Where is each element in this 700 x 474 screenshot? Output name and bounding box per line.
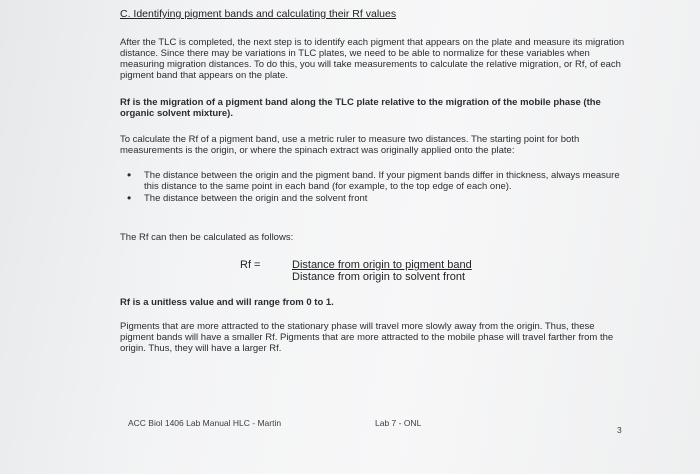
measurement-paragraph: To calculate the Rf of a pigment band, use a metric ruler to measure two distances. The starting point for both measurements is the origin, or where the spinach extract was originally applied onto the plate:: [120, 134, 580, 156]
measurement-list: [120, 170, 628, 205]
rf-definition: Rf is the migration of a pigment band along the TLC plate relative to the migration of the mobile phase (the organic solvent mixture).: [120, 97, 601, 119]
bullet-text: The distance between the origin and the pigment band. If your pigment bands differ in thickness, always measure this distance to the same point in each band (for example, to the top edge of each one).: [144, 170, 620, 192]
list-item: [120, 170, 628, 192]
list-item: [120, 193, 628, 204]
unitless-note: Rf is a unitless value and will range from 0 to 1.: [120, 297, 334, 308]
page-number: 3: [617, 425, 622, 435]
calculation-intro: The Rf can then be calculated as follows:: [120, 232, 294, 243]
bullet-icon: •: [127, 191, 132, 205]
rf-formula: [240, 255, 540, 291]
intro-paragraph: After the TLC is completed, the next step is to identify each pigment that appears on the plate and measure its migration distance. Since there may be variations in TLC plates, we need to be able to normalize for these variables when measuring migration distances. To do this, you will take measurements to calculate the relative migration, or Rf, of each pigment band that appears on the plate.: [120, 37, 625, 81]
bullet-icon: •: [127, 168, 132, 182]
pigments-paragraph: Pigments that are more attracted to the stationary phase will travel more slowly away from the origin. Thus, these pigment bands will have a smaller Rf. Pigments that are more attracted to the mobile phase will travel farther from the origin. Thus, they will have a larger Rf.: [120, 321, 614, 354]
formula-denominator: Distance from origin to solvent front: [292, 271, 466, 283]
footer-course: ACC Biol 1406 Lab Manual HLC - Martin: [128, 418, 282, 428]
bullet-text: The distance between the origin and the solvent front: [144, 193, 368, 204]
formula-numerator: Distance from origin to pigment band: [292, 259, 472, 271]
footer-lab: Lab 7 - ONL: [375, 418, 422, 428]
section-heading: C. Identifying pigment bands and calculating their Rf values: [120, 8, 397, 20]
formula-lhs: Rf =: [240, 259, 261, 271]
